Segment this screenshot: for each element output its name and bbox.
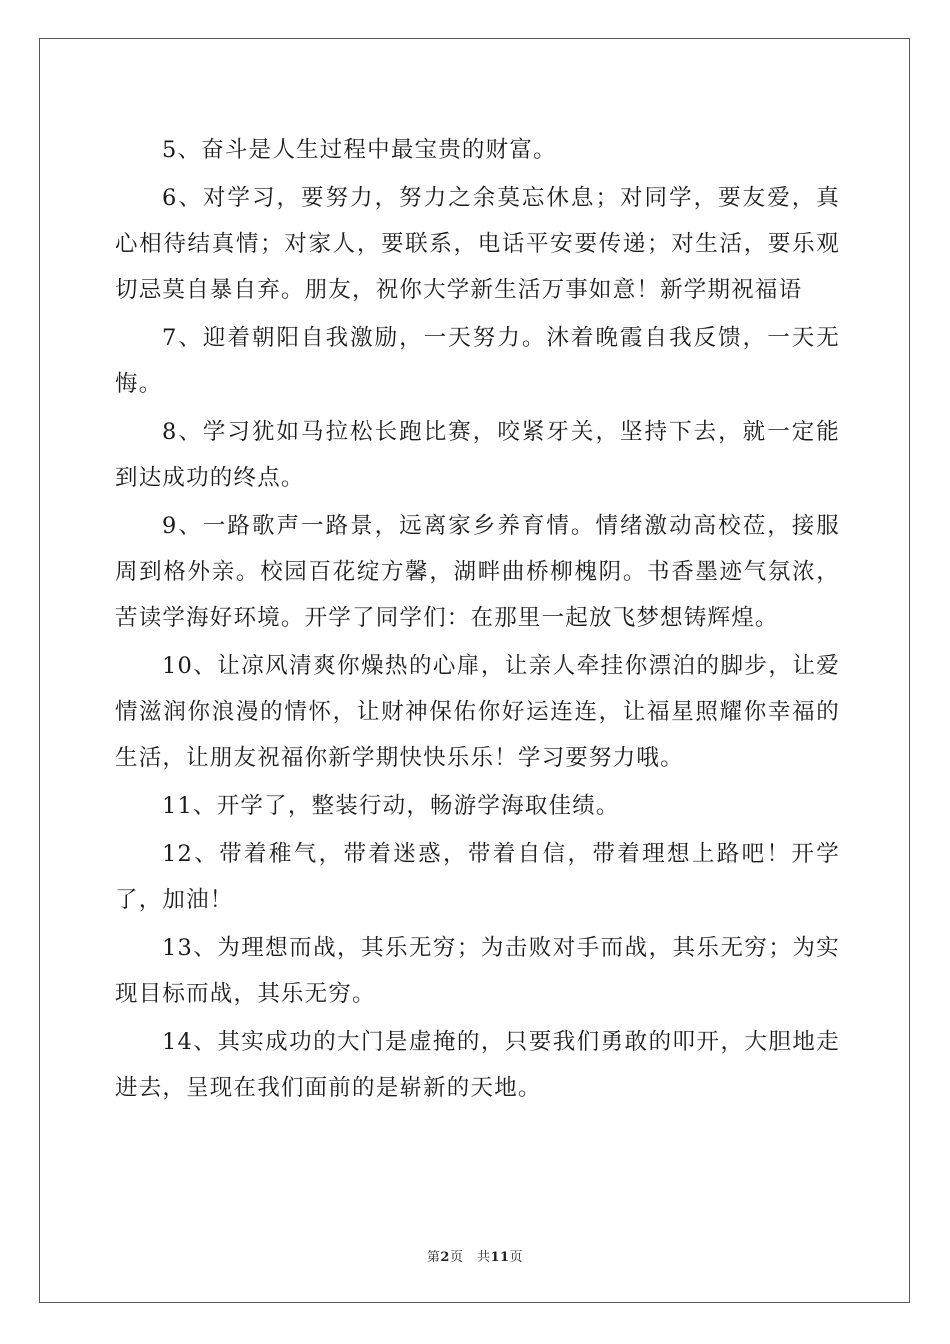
document-body xyxy=(115,127,840,1113)
paragraph-9: 9、一路歌声一路景，远离家乡养育情。情绪激动高校莅，接服周到格外亲。校园百花绽方馨，湖畔曲桥柳槐阴。书香墨迹气氛浓，苦读学海好环境。开学了同学们：在那里一起放飞梦想铸辉煌。 xyxy=(115,513,840,631)
paragraph-11: 11、开学了，整装行动，畅游学海取佳绩。 xyxy=(162,793,620,819)
footer-current-page: 2 xyxy=(440,1250,450,1265)
paragraph-10: 10、让凉风清爽你燥热的心扉，让亲人牵挂你漂泊的脚步，让爱情滋润你浪漫的情怀，让财神保佑你好运连连，让福星照耀你幸福的生活，让朋友祝福你新学期快快乐乐！学习要努力哦。 xyxy=(115,653,840,771)
paragraph-5: 5、奋斗是人生过程中最宝贵的财富。 xyxy=(162,137,557,163)
page-footer xyxy=(0,1246,950,1265)
paragraph-8: 8、学习犹如马拉松长跑比赛，咬紧牙关，坚持下去，就一定能到达成功的终点。 xyxy=(115,419,840,491)
paragraph-13: 13、为理想而战，其乐无穷；为击败对手而战，其乐无穷；为实现目标而战，其乐无穷。 xyxy=(115,935,840,1007)
paragraph-14: 14、其实成功的大门是虚掩的，只要我们勇敢的叩开，大胆地走进去，呈现在我们面前的是崭新的天地。 xyxy=(115,1029,840,1101)
paragraph-12: 12、带着稚气，带着迷惑，带着自信，带着理想上路吧！开学了，加油！ xyxy=(115,841,840,913)
footer-middle: 页 共 xyxy=(449,1250,491,1265)
paragraph-7: 7、迎着朝阳自我激励，一天努力。沐着晚霞自我反馈，一天无悔。 xyxy=(115,325,840,397)
footer-prefix: 第 xyxy=(426,1250,441,1265)
paragraph-6: 6、对学习，要努力，努力之余莫忘休息；对同学，要友爱，真心相待结真情；对家人，要联系，电话平安要传递；对生活，要乐观切忌莫自暴自弃。朋友，祝你大学新生活万事如意！新学期祝福语 xyxy=(115,185,840,303)
footer-suffix: 页 xyxy=(509,1250,524,1265)
footer-total-pages: 11 xyxy=(490,1250,510,1265)
